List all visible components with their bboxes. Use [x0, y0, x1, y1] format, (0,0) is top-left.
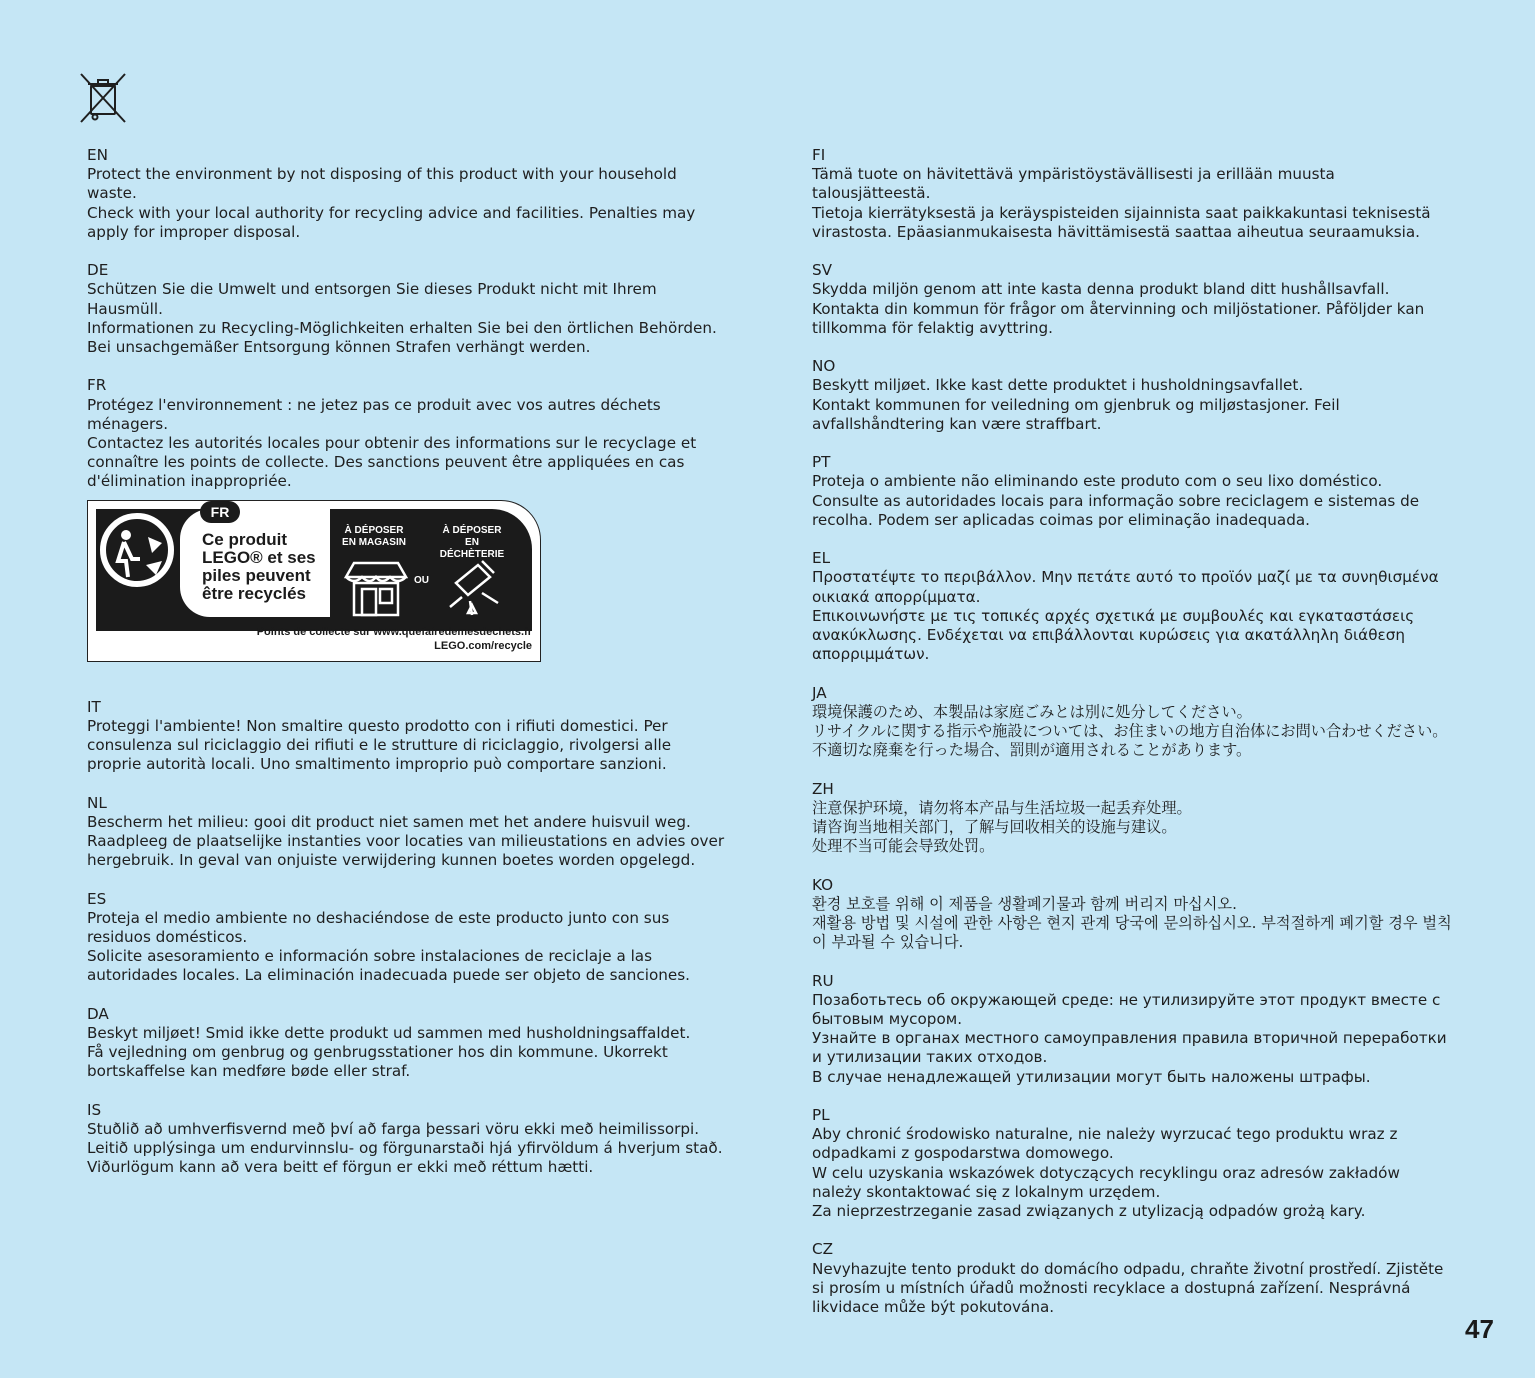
footer-line: LEGO.com/recycle: [434, 639, 532, 652]
language-code: PL: [812, 1106, 830, 1125]
language-code: JA: [812, 683, 827, 702]
notice-text: Protégez l'environnement : ne jetez pas ce produit avec vos autres déchets ménagers.: [87, 395, 661, 433]
notice-ja: [812, 684, 1452, 761]
notice-text: 재활용 방법 및 시설에 관한 사항은 현지 관계 당국에 문의하십시오. 부적절하게 폐기할 경우 벌칙이 부과될 수 있습니다.: [812, 914, 1452, 952]
notice-text: リサイクルに関する指示や施設については、お住まいの地方自治体にお問い合わせください。不適切な廃棄を行った場合、罰則が適用されることがあります。: [812, 722, 1448, 760]
notice-text: 处理不当可能会导致处罚。: [812, 837, 995, 856]
language-code: ES: [87, 889, 107, 908]
language-code: RU: [812, 971, 834, 990]
language-code: DA: [87, 1004, 109, 1023]
notice-sv: [812, 261, 1452, 338]
notice-it: [87, 698, 727, 775]
language-code: EN: [87, 146, 108, 164]
language-code: FR: [87, 376, 107, 395]
notice-text: Informationen zu Recycling-Möglichkeiten erhalten Sie bei den örtlichen Behörden. Bei unsachgemäßer Entsorgung können Strafen verhängt werden.: [87, 318, 717, 357]
notice-ko: [812, 876, 1452, 953]
notice-text: 注意保护环境，请勿将本产品与生活垃圾一起丢弃处理。: [812, 798, 1192, 817]
language-code: CZ: [812, 1240, 834, 1259]
notice-ru: [812, 972, 1452, 1087]
notice-pt: [812, 453, 1452, 530]
fr-badge: FR: [200, 501, 240, 523]
notice-text: Solicite asesoramiento e información sobre instalaciones de reciclaje a las autoridades locales. La eliminación inadecuada puede ser objeto de sanciones.: [87, 947, 690, 985]
notice-text: Bescherm het milieu: gooi dit product niet samen met het andere huisvuil weg.: [87, 812, 691, 831]
triman-line: Ce produit: [202, 529, 287, 549]
notice-text: 请咨询当地相关部门，了解与回收相关的设施与建议。: [812, 818, 1177, 837]
notice-text: 環境保護のため、本製品は家庭ごみとは別に処分してください。: [812, 702, 1252, 721]
notice-no: [812, 357, 1452, 434]
triman-recycle-icon: [96, 509, 178, 591]
notice-fr: [87, 376, 727, 491]
crossed-out-bin-icon: [78, 72, 128, 124]
notice-text: Protect the environment by not disposing of this product with your household waste.: [87, 165, 677, 203]
notice-text: Позаботьтесь об окружающей среде: не утилизируйте этот продукт вместе с бытовым мусором.: [812, 990, 1441, 1029]
triman-recycling-label: [87, 500, 541, 662]
language-code: FI: [812, 146, 826, 164]
notice-text: Schützen Sie die Umwelt und entsorgen Sie dieses Produkt nicht mit Ihrem Hausmüll.: [87, 280, 657, 318]
language-code: NO: [812, 357, 836, 376]
notice-text: Check with your local authority for recycling advice and facilities. Penalties may apply for improper disposal.: [87, 203, 696, 241]
notice-text: Za nieprzestrzeganie zasad związanych z utylizacją odpadów grożą kary.: [812, 1202, 1366, 1221]
right-column: [812, 146, 1452, 1336]
notice-text: Proteggi l'ambiente! Non smaltire questo prodotto con i rifiuti domestici. Per consulenza sul riciclaggio dei rifiuti e le strutture di riciclaggio, rivolgersi alle proprie autorità locali. Uno smaltimento improprio può comportare sanzioni.: [87, 716, 672, 774]
notice-text: Contactez les autorités locales pour obtenir des informations sur le recyclage et connaître les points de collecte. Des sanctions peuvent être appliquées en cas d'élimination inappropriée.: [87, 434, 697, 491]
language-code: ZH: [812, 779, 834, 798]
notice-text: В случае ненадлежащей утилизации могут быть наложены штрафы.: [812, 1067, 1371, 1086]
left-column: [87, 146, 727, 1197]
triman-footer: [257, 625, 532, 653]
notice-nl: [87, 794, 727, 871]
notice-cz: [812, 1240, 1452, 1317]
notice-text: Kontakt kommunen for veiledning om gjenbruk og miljøstasjoner. Feil avfallshåndtering kan være straffbart.: [812, 395, 1340, 433]
notice-text: W celu uzyskania wskazówek dotyczących recyklingu oraz adresów zakładów należy skontaktować się z lokalnym urzędem.: [812, 1163, 1400, 1201]
page-number: 47: [1465, 1314, 1494, 1344]
label-line: EN MAGASIN: [342, 536, 406, 548]
notice-text: Beskyt miljøet! Smid ikke dette produkt ud sammen med husholdningsaffaldet.: [87, 1024, 691, 1043]
notice-en: [87, 146, 727, 242]
triman-line: LEGO® et ses: [202, 547, 316, 567]
language-code: DE: [87, 261, 109, 280]
center-drop-label: [432, 525, 512, 561]
language-code: KO: [812, 875, 834, 894]
notice-text: 환경 보호를 위해 이 제품을 생활폐기물과 함께 버리지 마십시오.: [812, 894, 1237, 913]
notice-text: Skydda miljön genom att inte kasta denna produkt bland ditt hushållsavfall. Kontakta din kommun för frågor om återvinning och miljöstationer. Påföljder kan tillkomma för felaktig avyttring.: [812, 280, 1425, 337]
language-code: SV: [812, 261, 833, 280]
notice-text: Stuðlið að umhverfisvernd með því að farga þessari vöru ekki með heimilissorpi.: [87, 1120, 700, 1139]
store-drop-label: [334, 525, 414, 549]
notice-fi: [812, 146, 1452, 242]
language-code: IS: [87, 1100, 102, 1119]
label-line: À DÉPOSER: [442, 524, 502, 536]
notice-text: Raadpleeg de plaatselijke instanties voor locaties van milieustations en advies over hergebruik. In geval van onjuiste verwijdering kunnen boetes worden opgelegd.: [87, 832, 725, 870]
triman-line: être recyclés: [202, 583, 306, 603]
language-code: NL: [87, 793, 107, 812]
language-code: PT: [812, 453, 831, 472]
notice-da: [87, 1005, 727, 1082]
notice-text: Få vejledning om genbrug og genbrugsstationer hos din kommune. Ukorrekt bortskaffelse kan medføre bøde eller straf.: [87, 1043, 668, 1081]
notice-pl: [812, 1106, 1452, 1221]
or-label: OU: [414, 574, 429, 586]
triman-line: piles peuvent: [202, 565, 311, 585]
shop-icon: [342, 559, 410, 617]
notice-text: Nevyhazujte tento produkt do domácího odpadu, chraňte životní prostředí. Zjistěte si prosím u místních úřadů možnosti recyklace a dostupná zařízení. Nesprávná likvidace může být pokutována.: [812, 1259, 1444, 1317]
notice-es: [87, 890, 727, 986]
notice-el: [812, 549, 1452, 664]
notice-text: Proteja o ambiente não eliminando este produto com o seu lixo doméstico. Consulte as autoridades locais para informação sobre reciclagem e sistemas de recolha. Podem ser aplicadas coimas por eliminação inadequada.: [812, 472, 1420, 529]
notice-text: Επικοινωνήστε με τις τοπικές αρχές σχετικά με συμβουλές και εγκαταστάσεις ανακύκλωσης. Ενδέχεται να επιβάλλονται κυρώσεις για ακατάλληλη διάθεση απορριμμάτων.: [812, 606, 1415, 664]
label-line: À DÉPOSER: [344, 524, 404, 536]
notice-text: Leitið upplýsinga um endurvinnslu- og förgunarstaði hjá yfirvöldum á hverjum stað. Viðurlögum kann að vera beitt ef förgun er ekki með réttum hætti.: [87, 1139, 723, 1177]
notice-de: [87, 261, 727, 357]
language-code: IT: [87, 697, 101, 716]
notice-zh: [812, 780, 1452, 857]
notice-text: Proteja el medio ambiente no deshaciéndose de este producto junto con sus residuos domésticos.: [87, 908, 670, 947]
notice-text: Tietoja kierrätyksestä ja keräyspisteiden sijainnista saat paikkakuntasi teknisestä virastosta. Epäasianmukaisesta hävittämisestä saattaa aiheutua seuraamuksia.: [812, 203, 1431, 241]
recycling-center-icon: [442, 557, 508, 617]
notice-text: Beskytt miljøet. Ikke kast dette produktet i husholdningsavfallet.: [812, 376, 1304, 395]
notice-text: Aby chronić środowisko naturalne, nie należy wyrzucać tego produktu wraz z odpadkami z gospodarstwa domowego.: [812, 1125, 1398, 1163]
notice-text: Узнайте в органах местного самоуправления правила вторичной переработки и утилизации таких отходов.: [812, 1029, 1447, 1067]
footer-line: Points de collecte sur www.quefairedemesdechets.fr: [256, 625, 532, 638]
notice-text: Προστατέψτε το περιβάλλον. Μην πετάτε αυτό το προϊόν μαζί με τα συνηθισμένα οικιακά απορρίμματα.: [812, 568, 1439, 606]
language-code: EL: [812, 549, 831, 568]
notice-text: Tämä tuote on hävitettävä ympäristöystävällisesti ja erillään muusta talousjätteestä.: [812, 165, 1335, 203]
triman-headline: [202, 531, 332, 603]
label-line: EN DÉCHÈTERIE: [439, 536, 505, 560]
notice-is: [87, 1101, 727, 1178]
